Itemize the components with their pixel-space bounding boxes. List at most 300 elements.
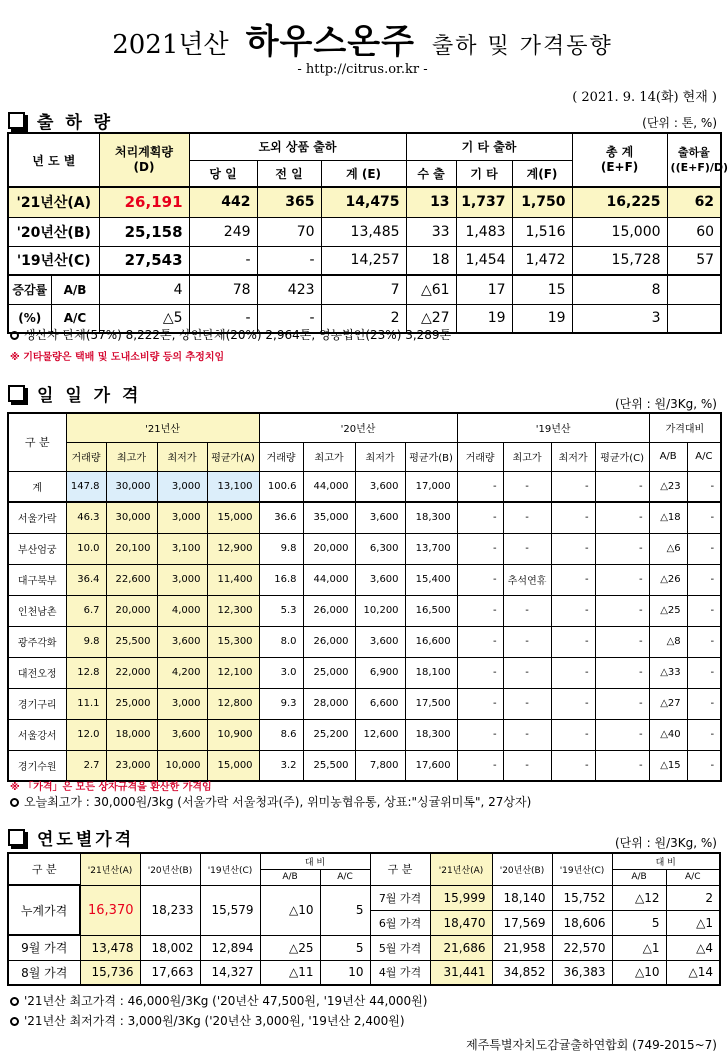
footer-organization: 제주특별자치도감귤출하연합회 (749-2015~7) [466, 1038, 717, 1052]
cell-y21-volume: 46.3 [66, 502, 106, 533]
cell-sumE: 14,475 [321, 187, 406, 217]
cell-sumE: 2 [321, 304, 406, 333]
header-high: 최고가 [106, 442, 157, 471]
cell-rate [667, 304, 721, 333]
cell-y19-high: - [503, 626, 551, 657]
cell-y21-high: 30,000 [106, 502, 157, 533]
cell-y21: 15,736 [80, 960, 140, 985]
checkbox-square-icon [8, 112, 25, 129]
table-row [8, 246, 721, 275]
header-volume: 거래량 [457, 442, 503, 471]
cell-y21-avg: 10,900 [207, 719, 259, 750]
cell-y21-low: 3,600 [157, 626, 207, 657]
header-year: 년 도 별 [8, 133, 99, 187]
cell-sumF: 15 [512, 275, 572, 304]
cell-y19-low: - [551, 564, 595, 595]
cell-y21-volume: 6.7 [66, 595, 106, 626]
cell-ac: 5 [320, 935, 370, 960]
header-sumF: 계(F) [512, 160, 572, 187]
cell-y20-volume: 16.8 [259, 564, 303, 595]
cell-y19-low: - [551, 626, 595, 657]
cell-y21-volume: 11.1 [66, 688, 106, 719]
cell-y19-volume: - [457, 750, 503, 781]
table-row [8, 275, 721, 304]
row-label: 6월 가격 [370, 910, 430, 935]
header-y21: '21년산(A) [80, 853, 140, 885]
cell-ac: - [687, 719, 721, 750]
cell-y19-volume: - [457, 471, 503, 502]
cell-y20-low: 6,300 [355, 533, 405, 564]
cell-y19-volume: - [457, 502, 503, 533]
header-rate: 출하율 ((E+F)/D) [667, 133, 721, 187]
daily-heading [8, 381, 141, 406]
cell-y20-volume: 8.6 [259, 719, 303, 750]
header-sumE: 계 (E) [321, 160, 406, 187]
table-row [8, 564, 721, 595]
row-label: 대전오정 [8, 657, 66, 688]
header-ac: A/C [320, 869, 370, 885]
cell-y21-avg: 15,000 [207, 750, 259, 781]
document-title [0, 14, 725, 63]
header-compare: 가격대비 [649, 413, 721, 442]
change-label: 증감률 [8, 275, 51, 304]
cell-y20-avg: 16,600 [405, 626, 457, 657]
cell-y19-high: - [503, 657, 551, 688]
cell-y20-volume: 3.2 [259, 750, 303, 781]
header-low: 최저가 [355, 442, 405, 471]
cell-y20-low: 6,900 [355, 657, 405, 688]
header-volume: 거래량 [259, 442, 303, 471]
yearly-heading [8, 825, 134, 850]
header-compare: 대 비 [612, 853, 720, 869]
cell-y19-low: - [551, 533, 595, 564]
cell-y21-high: 20,100 [106, 533, 157, 564]
daily-heading-text: 일 일 가 격 [37, 386, 142, 406]
cell-y20: 18,140 [492, 885, 552, 910]
table-row [8, 750, 721, 781]
header-other: 기 타 출하 [406, 133, 572, 160]
cell-y19-high: - [503, 719, 551, 750]
circle-bullet-icon [10, 798, 19, 807]
cell-y20-avg: 17,000 [405, 471, 457, 502]
cell-plan: △5 [99, 304, 189, 333]
cell-export: △27 [406, 304, 456, 333]
cell-sumE: 7 [321, 275, 406, 304]
cell-y21: 31,441 [430, 960, 492, 985]
cell-y21-volume: 36.4 [66, 564, 106, 595]
cell-ac: - [687, 688, 721, 719]
cell-y19-volume: - [457, 564, 503, 595]
cell-prev: - [257, 246, 321, 275]
table-row [8, 657, 721, 688]
cell-y21-volume: 2.7 [66, 750, 106, 781]
cell-y19-high: - [503, 750, 551, 781]
cell-ab: △11 [260, 960, 320, 985]
cell-y19-avg: - [595, 626, 649, 657]
cell-today: 249 [189, 217, 257, 246]
cell-y20-volume: 9.3 [259, 688, 303, 719]
cell-sumE: 14,257 [321, 246, 406, 275]
cell-y20-avg: 17,600 [405, 750, 457, 781]
yearly-price-table [7, 852, 721, 986]
cell-etc: 19 [456, 304, 512, 333]
header-compare: 대 비 [260, 853, 370, 869]
cell-y20-low: 7,800 [355, 750, 405, 781]
header-plan: 처리계획량 (D) [99, 133, 189, 187]
cell-y19-avg: - [595, 750, 649, 781]
shipment-note-red: ※ 기타물량은 택배 및 도내소비량 등의 추정치임 [10, 352, 225, 363]
table-row [8, 533, 721, 564]
header-today: 당 일 [189, 160, 257, 187]
daily-note-red: ※ 「가격」은 모든 상자규격을 환산한 가격임 [10, 782, 212, 793]
row-label: 서울강서 [8, 719, 66, 750]
cell-ac: - [687, 564, 721, 595]
daily-note [10, 793, 531, 810]
cell-y19-volume: - [457, 657, 503, 688]
cell-ab: △10 [260, 885, 320, 935]
header-ab: A/B [260, 869, 320, 885]
cell-ac: - [687, 626, 721, 657]
cell-y19-low: - [551, 688, 595, 719]
cell-export: 13 [406, 187, 456, 217]
change-ac-label: A/C [51, 304, 99, 333]
cell-prev: 365 [257, 187, 321, 217]
change-label-unit: (%) [8, 304, 51, 333]
cell-rate [667, 275, 721, 304]
cell-ac: 2 [666, 885, 720, 910]
cell-y20-low: 3,600 [355, 502, 405, 533]
cell-ab: △10 [612, 960, 666, 985]
cell-y19-avg: - [595, 657, 649, 688]
cell-ac: - [687, 502, 721, 533]
shipment-unit: (단위 : 톤, %) [642, 116, 717, 130]
header-high: 최고가 [303, 442, 355, 471]
cell-y21-volume: 12.8 [66, 657, 106, 688]
row-label: 4월 가격 [370, 960, 430, 985]
cell-y19-avg: - [595, 564, 649, 595]
cell-ab: △40 [649, 719, 687, 750]
cell-y20-volume: 100.6 [259, 471, 303, 502]
daily-note-text: 오늘최고가 : 30,000원/3kg (서울가락 서울청과(주), 위미농협유통, 상표:"싱귤위미톡", 27상자) [24, 795, 532, 809]
cell-y19: 14,327 [200, 960, 260, 985]
cell-y20-volume: 8.0 [259, 626, 303, 657]
cell-rate: 57 [667, 246, 721, 275]
cell-y21-volume: 147.8 [66, 471, 106, 502]
cell-total: 15,000 [572, 217, 667, 246]
cell-y21-low: 4,000 [157, 595, 207, 626]
cell-y19-avg: - [595, 595, 649, 626]
header-ab: A/B [649, 442, 687, 471]
cell-y19: 36,383 [552, 960, 612, 985]
cell-y21-volume: 9.8 [66, 626, 106, 657]
title-subtitle: 출하 및 가격동향 [432, 34, 613, 59]
cell-y19: 22,570 [552, 935, 612, 960]
cell-y20-avg: 13,700 [405, 533, 457, 564]
cell-y20-avg: 17,500 [405, 688, 457, 719]
row-label: 서울가락 [8, 502, 66, 533]
cell-total: 8 [572, 275, 667, 304]
header-low: 최저가 [551, 442, 595, 471]
cell-ac: - [687, 750, 721, 781]
cell-total: 3 [572, 304, 667, 333]
cell-y20: 17,663 [140, 960, 200, 985]
cell-export: 18 [406, 246, 456, 275]
cell-y20-volume: 3.0 [259, 657, 303, 688]
cell-y19-avg: - [595, 688, 649, 719]
cell-ab: △6 [649, 533, 687, 564]
cell-plan: 26,191 [99, 187, 189, 217]
cell-prev: 70 [257, 217, 321, 246]
header-outside: 도외 상품 출하 [189, 133, 406, 160]
cell-etc: 17 [456, 275, 512, 304]
header-y20: '20년산(B) [492, 853, 552, 885]
cell-y21-volume: 10.0 [66, 533, 106, 564]
shipment-heading [8, 108, 113, 133]
cell-y21-high: 23,000 [106, 750, 157, 781]
row-label: 7월 가격 [370, 885, 430, 910]
cell-y21-avg: 12,100 [207, 657, 259, 688]
cell-y21-low: 3,000 [157, 471, 207, 502]
cell-ab: △26 [649, 564, 687, 595]
cell-y20-high: 26,000 [303, 626, 355, 657]
yearly-heading-text: 연도별가격 [37, 830, 135, 850]
report-date: ( 2021. 9. 14(화) 현재 ) [572, 90, 717, 105]
yearly-note-max-text: '21년산 최고가격 : 46,000원/3Kg ('20년산 47,500원, '19년산 44,000원) [24, 994, 428, 1008]
cell-y21-low: 4,200 [157, 657, 207, 688]
header-low: 최저가 [157, 442, 207, 471]
cell-y20-avg: 16,500 [405, 595, 457, 626]
cell-rate: 60 [667, 217, 721, 246]
cell-y20: 18,233 [140, 885, 200, 935]
cell-plan: 25,158 [99, 217, 189, 246]
cell-ab: △18 [649, 502, 687, 533]
row-label: 인천남촌 [8, 595, 66, 626]
cell-ac: - [687, 657, 721, 688]
cell-sumF: 1,472 [512, 246, 572, 275]
cell-y20-low: 12,600 [355, 719, 405, 750]
change-ab-label: A/B [51, 275, 99, 304]
header-category: 구 분 [370, 853, 430, 885]
header-high: 최고가 [503, 442, 551, 471]
cell-y19: 12,894 [200, 935, 260, 960]
cell-y19-high: 추석연휴 [503, 564, 551, 595]
circle-bullet-icon [10, 997, 19, 1006]
yearly-unit: (단위 : 원/3Kg, %) [614, 836, 717, 850]
cell-y21: 13,478 [80, 935, 140, 960]
cell-y20-high: 44,000 [303, 564, 355, 595]
cell-ab: △25 [260, 935, 320, 960]
header-etc: 기 타 [456, 160, 512, 187]
row-label: 8월 가격 [8, 960, 80, 985]
header-export: 수 출 [406, 160, 456, 187]
cell-y19-low: - [551, 595, 595, 626]
shipment-note-text: 생산자 단체(57%) 8,222톤, 상인단체(20%) 2,964톤, 영농법인(23%) 3,289톤 [24, 328, 452, 342]
cell-plan: 27,543 [99, 246, 189, 275]
cell-y21-high: 18,000 [106, 719, 157, 750]
row-label: 광주각화 [8, 626, 66, 657]
cell-y20-high: 35,000 [303, 502, 355, 533]
cell-today: - [189, 304, 257, 333]
row-label: 5월 가격 [370, 935, 430, 960]
cell-ab: △1 [612, 935, 666, 960]
table-row [8, 719, 721, 750]
title-year: 2021년산 [112, 30, 229, 60]
header-y19: '19년산 [457, 413, 649, 442]
cell-y19-high: - [503, 502, 551, 533]
cell-y21: 21,686 [430, 935, 492, 960]
header-prev: 전 일 [257, 160, 321, 187]
cell-ab: △15 [649, 750, 687, 781]
cell-total: 15,728 [572, 246, 667, 275]
cell-ac: △4 [666, 935, 720, 960]
cell-y21-high: 22,600 [106, 564, 157, 595]
cell-y21-avg: 15,300 [207, 626, 259, 657]
cell-y20-low: 3,600 [355, 626, 405, 657]
table-row [8, 935, 720, 960]
row-label: 경기수원 [8, 750, 66, 781]
cell-prev: 423 [257, 275, 321, 304]
cell-y19-volume: - [457, 626, 503, 657]
cell-y21-low: 3,000 [157, 564, 207, 595]
cell-y20-high: 26,000 [303, 595, 355, 626]
cell-y20-high: 25,000 [303, 657, 355, 688]
cell-y21-high: 20,000 [106, 595, 157, 626]
cell-y20-volume: 9.8 [259, 533, 303, 564]
cell-y21-low: 3,000 [157, 502, 207, 533]
cell-today: - [189, 246, 257, 275]
cell-y20: 17,569 [492, 910, 552, 935]
table-row [8, 960, 720, 985]
cell-etc: 1,454 [456, 246, 512, 275]
header-y20: '20년산(B) [140, 853, 200, 885]
cell-y19-low: - [551, 502, 595, 533]
cell-y20-high: 25,500 [303, 750, 355, 781]
circle-bullet-icon [10, 1017, 19, 1026]
cell-etc: 1,737 [456, 187, 512, 217]
cell-etc: 1,483 [456, 217, 512, 246]
table-row [8, 885, 720, 910]
cell-y20-high: 20,000 [303, 533, 355, 564]
cell-sumF: 1,750 [512, 187, 572, 217]
cell-y19-volume: - [457, 719, 503, 750]
header-y19: '19년산(C) [200, 853, 260, 885]
checkbox-square-icon [8, 385, 25, 402]
cell-today: 442 [189, 187, 257, 217]
cell-y19-avg: - [595, 719, 649, 750]
cell-y21-avg: 11,400 [207, 564, 259, 595]
cell-ac: - [687, 595, 721, 626]
cell-y20-low: 3,600 [355, 564, 405, 595]
cell-y19-avg: - [595, 471, 649, 502]
cell-plan: 4 [99, 275, 189, 304]
cell-ab: △8 [649, 626, 687, 657]
cell-y21-avg: 15,000 [207, 502, 259, 533]
yearly-note-min [10, 1012, 405, 1029]
header-avg: 평균가(C) [595, 442, 649, 471]
row-label: 9월 가격 [8, 935, 80, 960]
cell-y21-low: 3,100 [157, 533, 207, 564]
row-label: '21년산(A) [8, 187, 99, 217]
cell-ab: △23 [649, 471, 687, 502]
cell-ab: △27 [649, 688, 687, 719]
cell-ac: 10 [320, 960, 370, 985]
cell-y20-high: 28,000 [303, 688, 355, 719]
cell-y19-volume: - [457, 533, 503, 564]
cell-sumF: 19 [512, 304, 572, 333]
cell-ac: - [687, 533, 721, 564]
row-label: '20년산(B) [8, 217, 99, 246]
cell-y19-high: - [503, 533, 551, 564]
cell-y20-avg: 15,400 [405, 564, 457, 595]
circle-bullet-icon [10, 331, 19, 340]
header-category: 구 분 [8, 853, 80, 885]
cell-y19: 18,606 [552, 910, 612, 935]
row-label: 경기구리 [8, 688, 66, 719]
cell-sumF: 1,516 [512, 217, 572, 246]
table-row [8, 626, 721, 657]
row-label: 계 [8, 471, 66, 502]
table-row [8, 595, 721, 626]
header-y21: '21년산 [66, 413, 259, 442]
cell-y20-low: 3,600 [355, 471, 405, 502]
cell-export: 33 [406, 217, 456, 246]
cell-y21-avg: 12,300 [207, 595, 259, 626]
cell-export: △61 [406, 275, 456, 304]
cell-y21-high: 30,000 [106, 471, 157, 502]
cell-y21-low: 10,000 [157, 750, 207, 781]
cell-prev: - [257, 304, 321, 333]
cell-ab: △33 [649, 657, 687, 688]
header-y20: '20년산 [259, 413, 457, 442]
header-category: 구 분 [8, 413, 66, 471]
cell-y19-avg: - [595, 533, 649, 564]
header-total: 총 계 (E+F) [572, 133, 667, 187]
cell-y21: 18,470 [430, 910, 492, 935]
cell-ac: △1 [666, 910, 720, 935]
cell-ab: △25 [649, 595, 687, 626]
site-url[interactable]: - http://citrus.or.kr - [297, 62, 428, 77]
header-ac: A/C [666, 869, 720, 885]
shipment-table [7, 132, 728, 334]
cell-y19-low: - [551, 471, 595, 502]
cell-y19-low: - [551, 750, 595, 781]
cell-y19-high: - [503, 595, 551, 626]
checkbox-square-icon [8, 829, 25, 846]
yearly-note-min-text: '21년산 최저가격 : 3,000원/3Kg ('20년산 3,000원, '19년산 2,400원) [24, 1014, 405, 1028]
table-row [8, 502, 721, 533]
cell-y21: 15,999 [430, 885, 492, 910]
table-row [8, 217, 721, 246]
cell-rate: 62 [667, 187, 721, 217]
cell-y21-avg: 12,800 [207, 688, 259, 719]
header-volume: 거래량 [66, 442, 106, 471]
header-ac: A/C [687, 442, 721, 471]
cell-y19: 15,579 [200, 885, 260, 935]
cell-y20-avg: 18,100 [405, 657, 457, 688]
cell-y19-low: - [551, 719, 595, 750]
table-row [8, 471, 721, 502]
cell-y20: 18,002 [140, 935, 200, 960]
shipment-note [10, 326, 451, 343]
cell-y21-high: 25,500 [106, 626, 157, 657]
cell-y21-low: 3,600 [157, 719, 207, 750]
cell-y19-volume: - [457, 595, 503, 626]
cell-y20-volume: 36.6 [259, 502, 303, 533]
header-avg: 평균가(A) [207, 442, 259, 471]
cell-y19-high: - [503, 688, 551, 719]
title-product: 하우스온주 [245, 22, 415, 62]
cell-y20: 21,958 [492, 935, 552, 960]
